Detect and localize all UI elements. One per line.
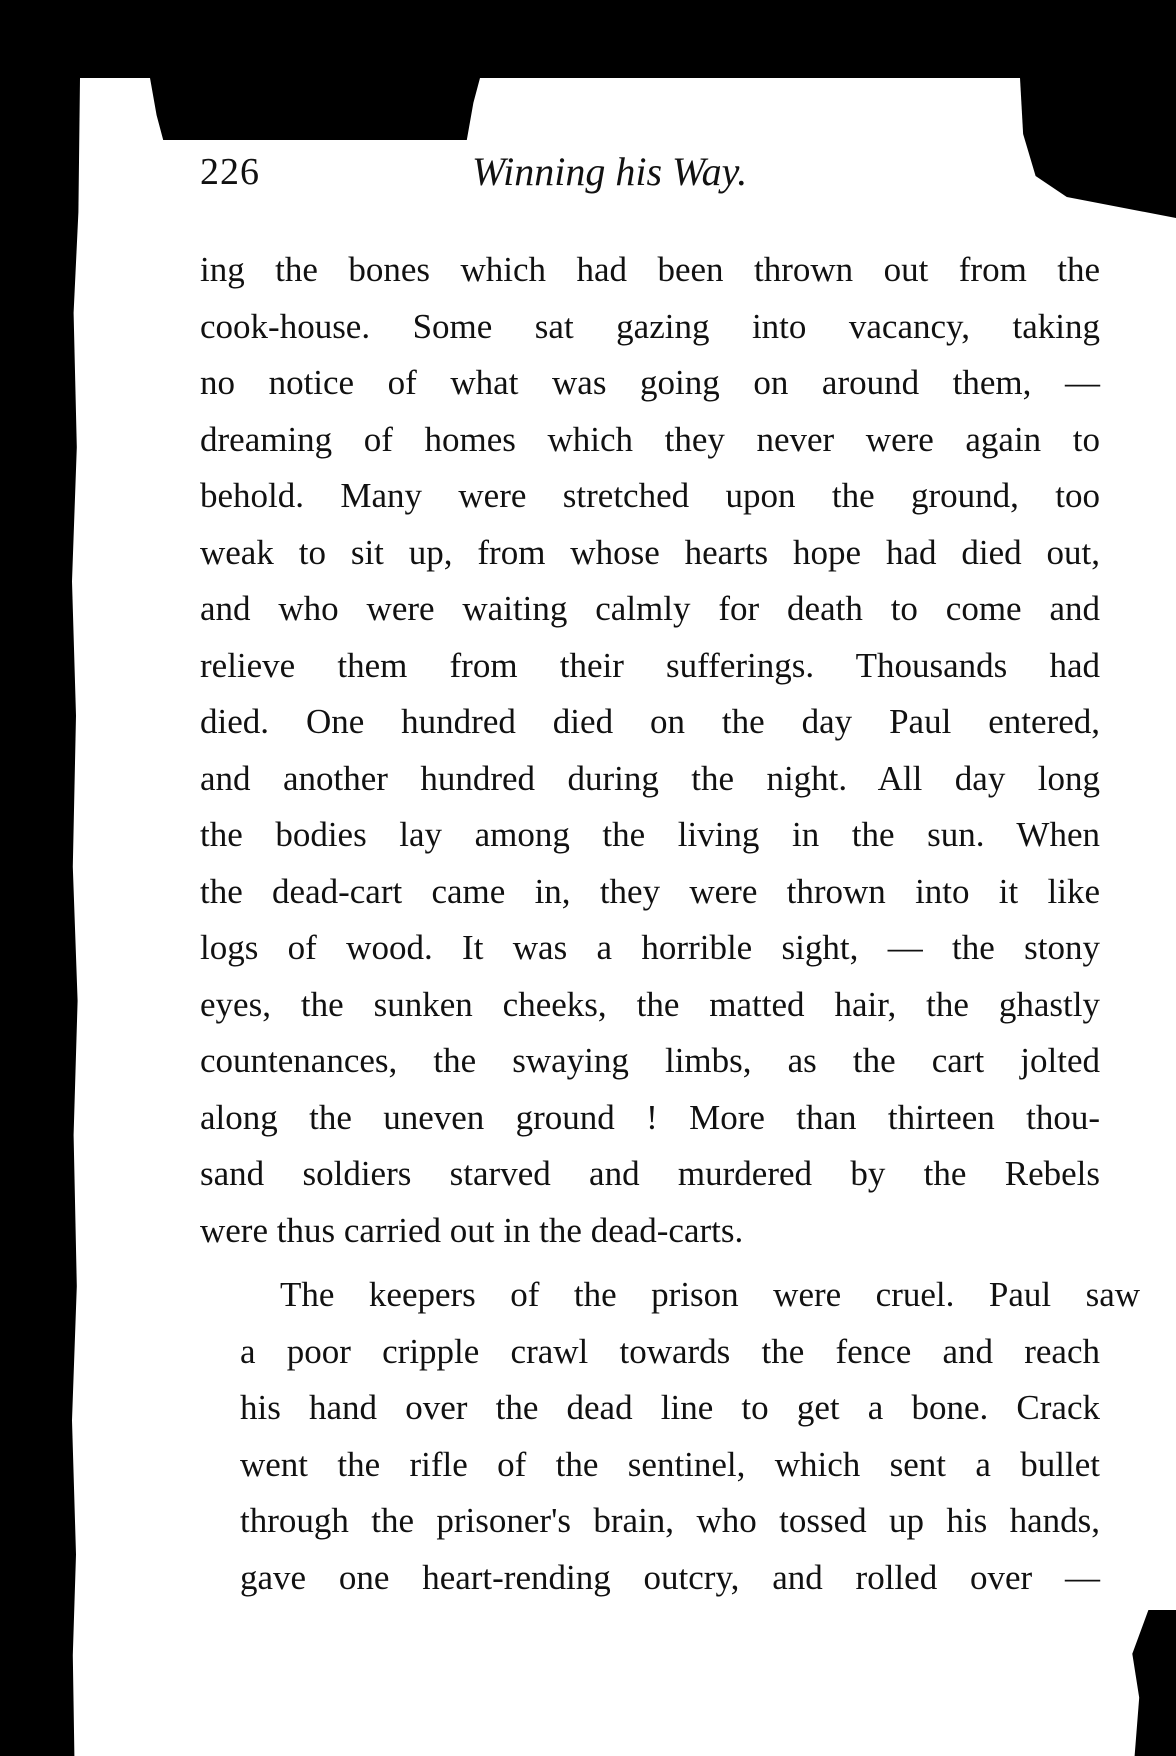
text-line: through the prisoner's brain, who tossed up his hands, [240,1501,1100,1540]
paragraph-2 [200,1267,1140,1606]
running-head [200,140,1100,210]
text-line: and who were waiting calmly for death to come and [200,589,1100,628]
text-line: behold. Many were stretched upon the ground, too [200,476,1100,515]
body-text [200,242,1140,1606]
page-number: 226 [200,151,260,193]
scan-border-bottom-right [1130,1610,1176,1756]
text-line: cook-house. Some sat gazing into vacancy, taking [200,306,1100,346]
scan-border-top-ragged [150,78,480,140]
text-line: the dead-cart came in, they were thrown into it like [200,871,1100,911]
text-line: logs of wood. It was a horrible sight, — the stony [200,928,1100,967]
text-line: the bodies lay among the living in the sun. When [200,815,1100,854]
text-line: were thus carried out in the dead-carts. [200,1210,744,1250]
text-line: died. One hundred died on the day Paul entered, [200,702,1100,741]
paragraph-1 [200,242,1100,1259]
text-line: along the uneven ground ! More than thirteen thou- [200,1097,1100,1137]
scan-border-left [0,78,80,1756]
text-line: relieve them from their sufferings. Thousands had [200,645,1100,685]
text-line: ing the bones which had been thrown out from the [200,250,1100,289]
text-line: gave one heart-rending outcry, and rolled over — [240,1557,1100,1597]
book-page [200,140,1140,1597]
text-line: countenances, the swaying limbs, as the cart jolted [200,1041,1100,1080]
text-line: eyes, the sunken cheeks, the matted hair, the ghastly [200,984,1100,1024]
text-line: and another hundred during the night. All day long [200,758,1100,798]
text-line: weak to sit up, from whose hearts hope had died out, [200,532,1100,572]
text-line: a poor cripple crawl towards the fence and reach [240,1331,1100,1371]
scan-border-top [0,0,1176,78]
text-line: sand soldiers starved and murdered by the Rebels [200,1154,1100,1193]
text-line: no notice of what was going on around them, — [200,363,1100,402]
text-line: his hand over the dead line to get a bone. Crack [240,1388,1100,1427]
running-title: Winning his Way. [472,149,748,194]
text-line: dreaming of homes which they never were again to [200,419,1100,459]
text-line: went the rifle of the sentinel, which sent a bullet [240,1444,1100,1484]
text-line: The keepers of the prison were cruel. Paul saw [280,1275,1140,1314]
